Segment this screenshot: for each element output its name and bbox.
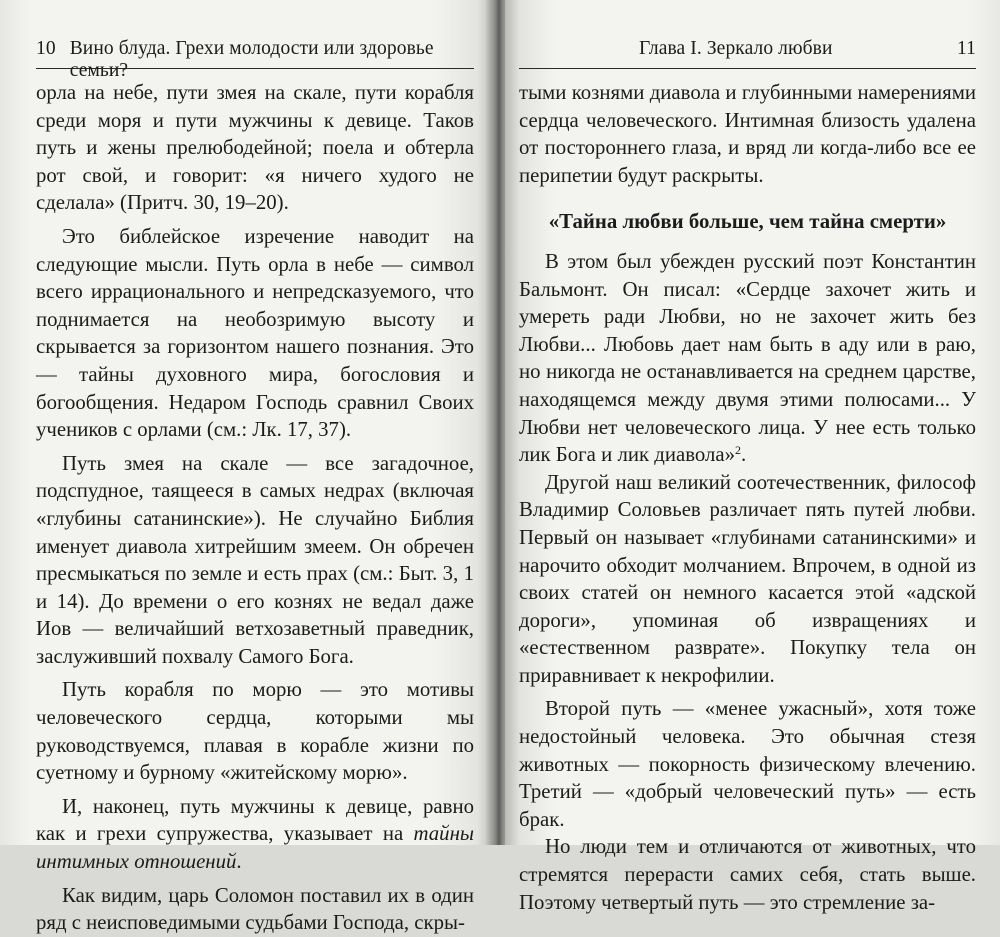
left-page-body bbox=[36, 79, 474, 937]
page-number-left: 10 bbox=[36, 38, 56, 59]
paragraph: Другой наш великий соотечественник, философ Владимир Соловьев различает пять путей любви. Первый он называет «глубинами сатанинскими» и нарочито обходит молчанием. Впрочем, в одной из своих статей он немного касается этой «адской дороги», упоминая об извращениях и «естественном разврате». Покупку тела он приравнивает к некрофилии. bbox=[519, 470, 976, 687]
paragraph: Путь корабля по морю — это мотивы человеческого сердца, которыми мы руководствуемся, плавая в корабле жизни по суетному и бурному «житейскому морю». bbox=[36, 678, 474, 785]
page-number-right: 11 bbox=[957, 38, 976, 59]
right-page bbox=[505, 0, 1000, 914]
paragraph-text: И, наконец, путь мужчины к девице, равно как и грехи супружества, указывает на bbox=[36, 794, 474, 846]
running-title-right: Глава I. Зеркало любви bbox=[639, 38, 833, 59]
paragraph: Но люди тем и отличаются от животных, что стремятся перерасти самих себя, стать выше. Поэтому четвертый путь — это стремление за- bbox=[519, 835, 976, 914]
paragraph-end: . bbox=[741, 443, 747, 467]
paragraph: Как видим, царь Соломон поставил их в один ряд с неисповедимыми судьбами Господа, скры- bbox=[36, 883, 474, 935]
paragraph: Это библейское изречение наводит на следующие мысли. Путь орла в небе — символ всего иррационального и непредсказуемого, что поднимается на необозримую высоту и скрывается за горизонтом нашего познания. Это — тайны духовного мира, богословия и богообщения. Недаром Господь сравнил Своих учеников с орлами (см.: Лк. 17, 37). bbox=[36, 224, 474, 442]
left-page bbox=[0, 0, 492, 935]
running-head-right bbox=[519, 38, 976, 69]
section-heading: «Тайна любви больше, чем тайна смерти» bbox=[548, 210, 947, 234]
paragraph: Путь змея на скале — все загадочное, подспудное, таящееся в самых недрах (включая «глубины сатанинские»). Не случайно Библия именует диавола хитрейшим змеем. Он обречен пресмыкаться по земле и есть прах (см.: Быт. 3, 1 и 14). До времени о его кознях не ведал даже Иов — величайший ветхозаветный праведник, заслуживший похвалу Самого Бога. bbox=[36, 451, 474, 668]
quote-text: В этом был убежден русский поэт Константин Бальмонт. Он писал: «Сердце захочет жить и умереть ради Любви, но не захочет жить без Любви... Любовь дает нам быть в аду или в раю, но никогда не останавливается на среднем царстве, находящемся между двумя этими полюсами... У Любви нет человеческого лица. У нее есть только лик Бога и лик диавола» bbox=[519, 249, 976, 467]
running-head-left bbox=[36, 38, 474, 81]
italic-emphasis: тайны интимных отношений bbox=[36, 822, 474, 874]
right-page-body bbox=[519, 79, 976, 916]
paragraph: тыми кознями диавола и глубинными намерениями сердца человеческого. Интимная близость удалена от постороннего глаза, и вряд ли когда-либо все ее перипетии будут раскрыты. bbox=[519, 81, 976, 187]
paragraph bbox=[36, 793, 474, 876]
paragraph-end: . bbox=[236, 850, 242, 874]
paragraph: Второй путь — «менее ужасный», хотя тоже недостойный человека. Это обычная стезя животных — покорность физическому влечению. Третий — «добрый человеческий путь» — есть брак. bbox=[519, 697, 976, 831]
paragraph bbox=[519, 248, 976, 469]
running-title-left: Вино блуда. Грехи молодости или здоровье семьи? bbox=[69, 38, 434, 81]
paragraph: орла на небе, пути змея на скале, пути корабля среди моря и пути мужчины к девице. Таков путь и жены прелюбодейной; поела и обтерла рот свой, и говорит: «я ничего худого не сделала» (Притч. 30, 19–20). bbox=[36, 81, 474, 215]
footnote-marker: 2 bbox=[735, 443, 742, 458]
